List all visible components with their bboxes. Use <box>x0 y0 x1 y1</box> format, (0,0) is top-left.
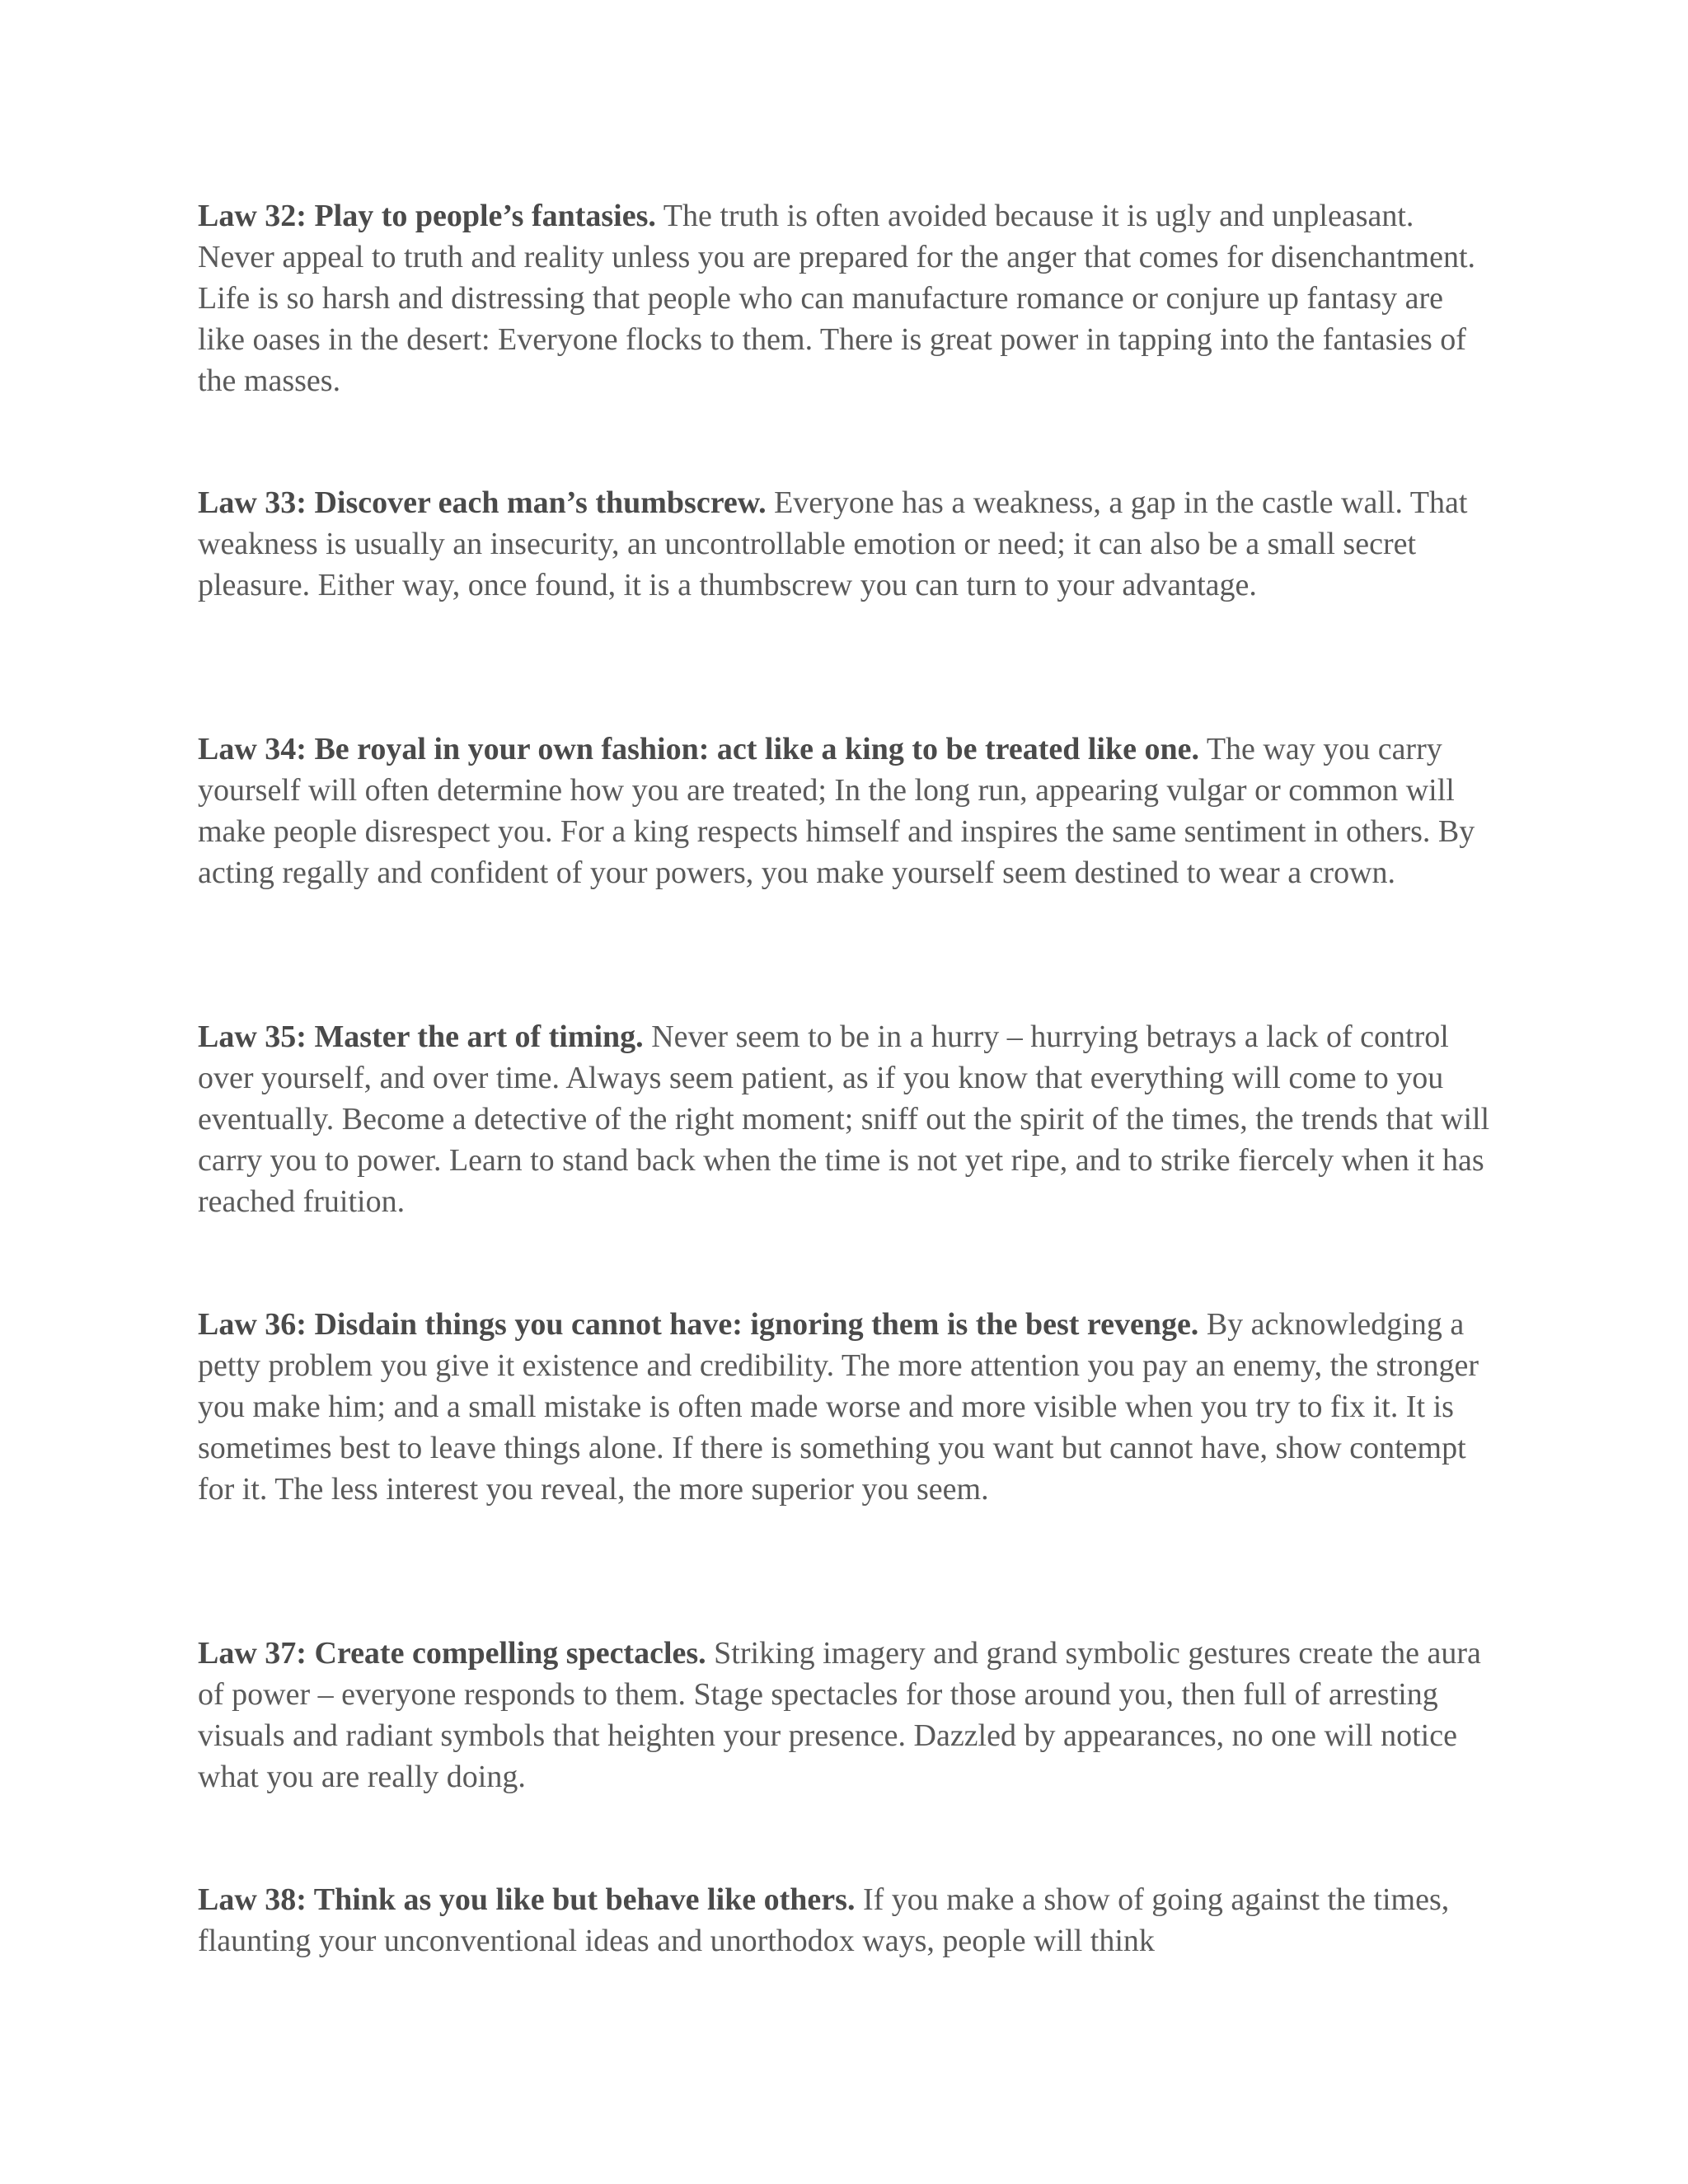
law-title: Law 32: Play to people’s fantasies. <box>198 199 656 233</box>
law-title: Law 34: Be royal in your own fashion: act like a king to be treated like one. <box>198 732 1199 766</box>
law-title: Law 36: Disdain things you cannot have: ignoring them is the best revenge. <box>198 1307 1199 1342</box>
law-paragraph <box>198 1016 1492 1222</box>
law-body: Everyone has a weakness, a gap in the castle wall. That weakness is usually an insecurity, an uncontrollable emotion or need; it can also be a small secret pleasure. Either way, once found, it is a thumbscrew you can turn to your advantage. <box>198 485 1468 602</box>
law-title: Law 33: Discover each man’s thumbscrew. <box>198 485 767 520</box>
law-paragraph <box>198 195 1492 401</box>
law-body: Striking imagery and grand symbolic gestures create the aura of power – everyone responds to them. Stage spectacles for those around you, then full of arresting visuals and radiant symbols that heighten your presence. Dazzled by appearances, no one will notice what you are really doing. <box>198 1636 1481 1794</box>
law-body: Never seem to be in a hurry – hurrying betrays a lack of control over yourself, and over time. Always seem patient, as if you know that everything will come to you eventually. Become a detective of the right moment; sniff out the spirit of the times, the trends that will carry you to power. Learn to stand back when the time is not yet ripe, and to strike fiercely when it has reached fruition. <box>198 1019 1490 1219</box>
law-title: Law 35: Master the art of timing. <box>198 1019 644 1054</box>
law-paragraph <box>198 1633 1492 1797</box>
law-paragraph <box>198 1879 1492 1961</box>
law-body: If you make a show of going against the times, flaunting your unconventional ideas and unorthodox ways, people will think <box>198 1882 1450 1958</box>
law-paragraph <box>198 482 1492 606</box>
law-body: The truth is often avoided because it is ugly and unpleasant. Never appeal to truth and reality unless you are prepared for the anger that comes for disenchantment. Life is so harsh and distressing that people who can manufacture romance or conjure up fantasy are like oases in the desert: Everyone flocks to them. There is great power in tapping into the fantasies of the masses. <box>198 199 1476 398</box>
law-body: The way you carry yourself will often determine how you are treated; In the long run, appearing vulgar or common will make people disrespect you. For a king respects himself and inspires the same sentiment in others. By acting regally and confident of your powers, you make yourself seem destined to wear a crown. <box>198 732 1475 890</box>
law-title: Law 38: Think as you like but behave like others. <box>198 1882 856 1917</box>
law-title: Law 37: Create compelling spectacles. <box>198 1636 706 1671</box>
law-body: By acknowledging a petty problem you give it existence and credibility. The more attention you pay an enemy, the stronger you make him; and a small mistake is often made worse and more visible when you try to fix it. It is sometimes best to leave things alone. If there is something you want but cannot have, show contempt for it. The less interest you reveal, the more superior you seem. <box>198 1307 1479 1507</box>
law-paragraph <box>198 729 1492 893</box>
law-paragraph <box>198 1304 1492 1510</box>
